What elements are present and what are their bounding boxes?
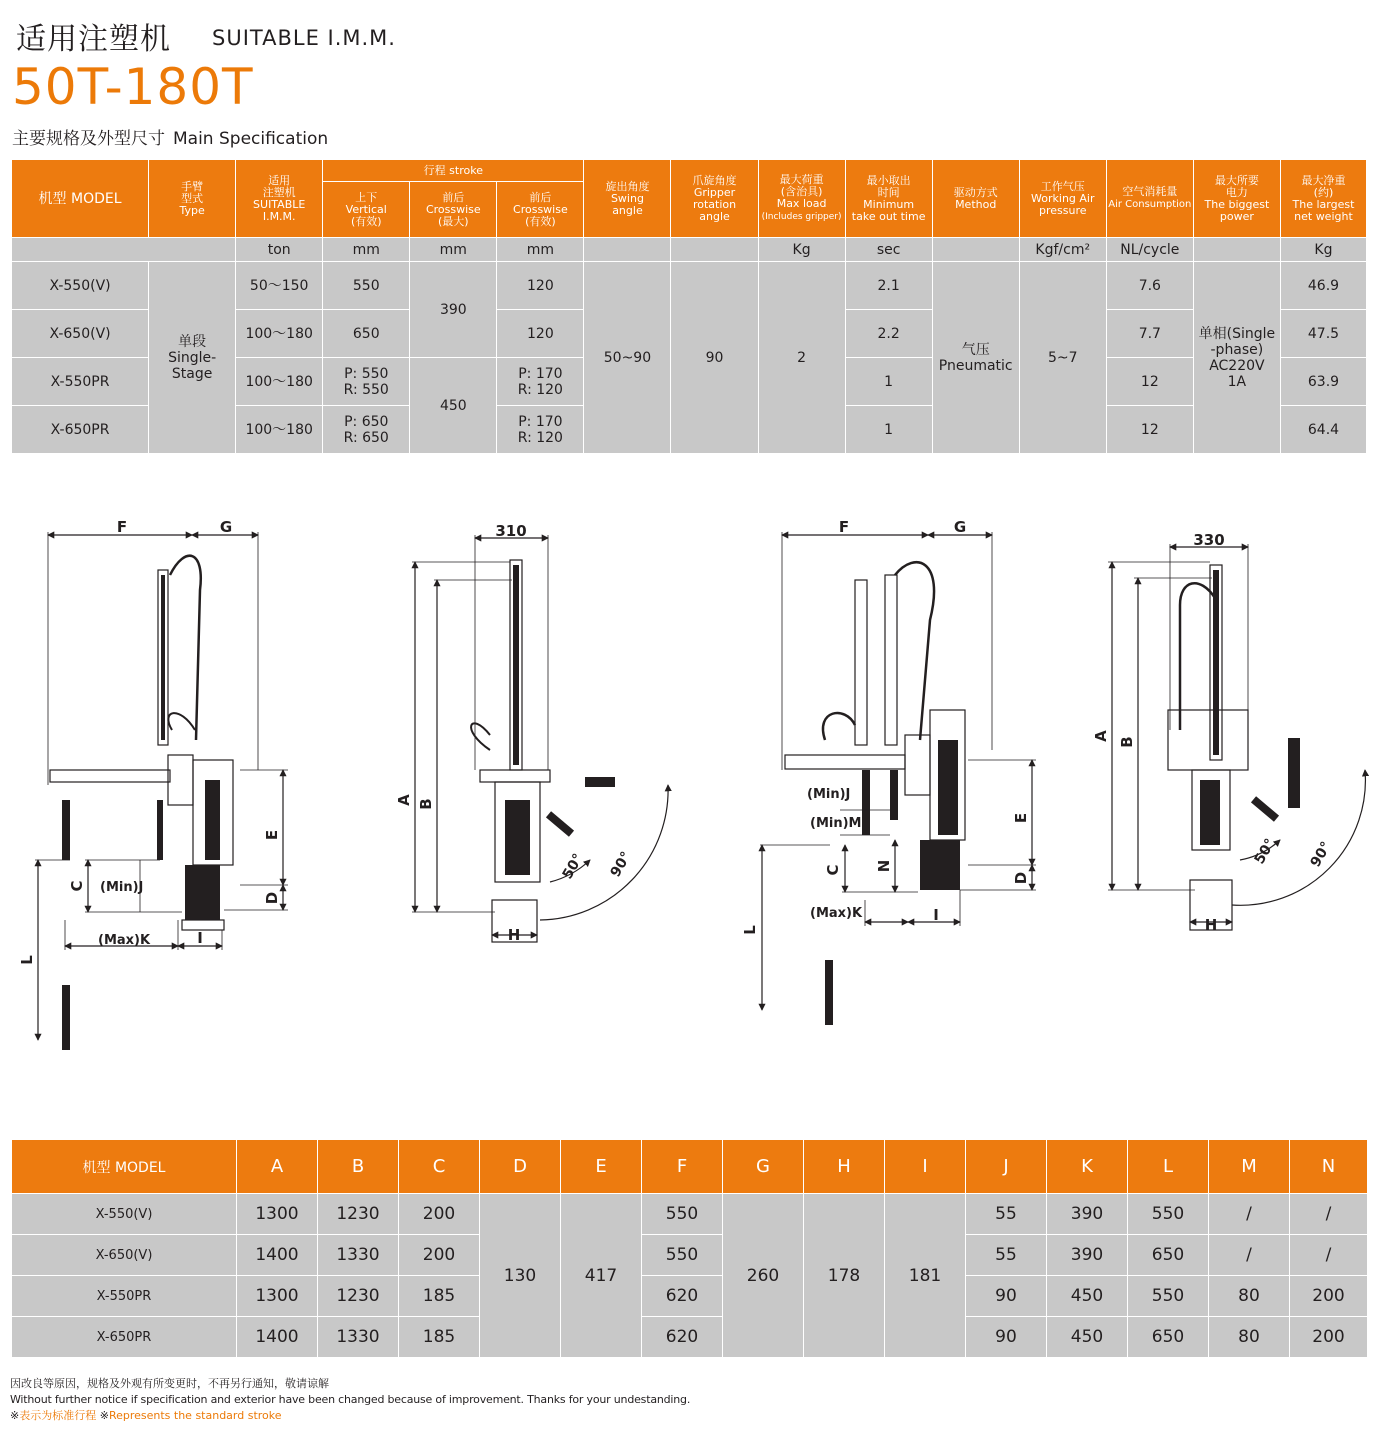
dims-header-g: G: [723, 1140, 804, 1194]
dims-header-n: N: [1290, 1140, 1368, 1194]
footnote-en: Without further notice if specification and exterior have been changed because of improvement. Thanks for your undestanding.: [10, 1393, 691, 1406]
spec-max-load: 2: [758, 262, 845, 454]
dims-b: 1330: [318, 1317, 399, 1358]
label-min-j: (Min)J: [100, 880, 144, 895]
label-g: G: [219, 518, 233, 536]
table-row: [12, 1276, 1368, 1317]
section-title: [12, 124, 328, 149]
spec-air-consumption: 7.7: [1106, 310, 1193, 358]
spec-air-consumption: 12: [1106, 358, 1193, 406]
dims-b: 1230: [318, 1194, 399, 1235]
dims-model: X-550(V): [12, 1194, 237, 1235]
spec-header-vertical: 上下 Vertical (有效): [323, 182, 410, 238]
footnote-cn: 因改良等原因，规格及外观有所变更时，不再另行通知，敬请谅解: [10, 1377, 329, 1390]
spec-air-pressure: 5~7: [1019, 262, 1106, 454]
spec-model: X-650(V): [12, 310, 149, 358]
spec-imm: 50～150: [236, 262, 323, 310]
unit-cross-max: mm: [410, 238, 497, 262]
dims-a: 1300: [237, 1276, 318, 1317]
dims-l: 650: [1128, 1235, 1209, 1276]
dims-header-c: C: [399, 1140, 480, 1194]
section-title-cn: 主要规格及外型尺寸: [12, 129, 165, 149]
label-l: L: [18, 955, 36, 965]
dims-model: X-550PR: [12, 1276, 237, 1317]
dims-a: 1300: [237, 1194, 318, 1235]
label-a: A: [395, 794, 413, 806]
spec-header-air-consumption: 空气消耗量 Air Consumption: [1106, 160, 1193, 238]
dims-l: 650: [1128, 1317, 1209, 1358]
dims-c: 200: [399, 1194, 480, 1235]
label-b: B: [417, 798, 435, 810]
label-i: I: [197, 929, 203, 947]
dims-h: 178: [804, 1194, 885, 1358]
dims-c: 185: [399, 1317, 480, 1358]
label-c: C: [824, 864, 842, 876]
spec-imm: 100～180: [236, 358, 323, 406]
spec-model: X-650PR: [12, 406, 149, 454]
dims-header-h: H: [804, 1140, 885, 1194]
dims-header-b: B: [318, 1140, 399, 1194]
spec-header-stroke: 行程 stroke: [323, 160, 584, 182]
section-title-en: Main Specification: [173, 129, 329, 149]
table-row: [12, 1194, 1368, 1235]
dims-k: 450: [1047, 1276, 1128, 1317]
label-max-k: (Max)K: [810, 906, 863, 921]
unit-min-time: sec: [845, 238, 932, 262]
spec-header-max-load: 最大荷重 (含治具) Max load (Includes gripper): [758, 160, 845, 238]
dims-model: X-650PR: [12, 1317, 237, 1358]
spec-swing: 50~90: [584, 262, 671, 454]
unit-power: [1193, 238, 1280, 262]
dims-n: /: [1290, 1194, 1368, 1235]
drawing-side-standard: [395, 522, 668, 944]
label-angle-50: 50°: [1251, 836, 1279, 867]
spec-table: [11, 159, 1367, 454]
dims-f: 550: [642, 1235, 723, 1276]
tonnage-range: 50T-180T: [12, 58, 254, 116]
dims-l: 550: [1128, 1194, 1209, 1235]
drawing-side-pr: [1092, 531, 1365, 934]
table-row: [12, 262, 1367, 310]
label-c: C: [68, 880, 86, 892]
dims-k: 390: [1047, 1194, 1128, 1235]
label-angle-50: 50°: [559, 851, 587, 882]
dims-header-l: L: [1128, 1140, 1209, 1194]
dims-model: X-650(V): [12, 1235, 237, 1276]
dims-m: 80: [1209, 1317, 1290, 1358]
label-max-k: (Max)K: [98, 933, 151, 948]
spec-cross-eff: 120: [497, 262, 584, 310]
label-h: H: [1204, 916, 1218, 934]
label-n: N: [875, 859, 893, 873]
dims-b: 1330: [318, 1235, 399, 1276]
footnotes: [10, 1376, 690, 1424]
spec-weight: 46.9: [1280, 262, 1366, 310]
dims-c: 200: [399, 1235, 480, 1276]
spec-weight: 63.9: [1280, 358, 1366, 406]
dims-header-f: F: [642, 1140, 723, 1194]
dims-k: 450: [1047, 1317, 1128, 1358]
label-e: E: [1012, 812, 1030, 824]
spec-vertical: 650: [323, 310, 410, 358]
label-angle-90: 90°: [607, 849, 635, 880]
spec-min-time: 1: [845, 358, 932, 406]
dims-e: 417: [561, 1194, 642, 1358]
spec-header-cross-max: 前后 Crosswise (最大): [410, 182, 497, 238]
label-w330: 330: [1193, 531, 1225, 549]
dims-header-i: I: [885, 1140, 966, 1194]
spec-header-swing: 旋出角度 Swing angle: [584, 160, 671, 238]
dims-header-k: K: [1047, 1140, 1128, 1194]
dims-j: 90: [966, 1276, 1047, 1317]
spec-model: X-550(V): [12, 262, 149, 310]
spec-air-consumption: 7.6: [1106, 262, 1193, 310]
label-angle-90: 90°: [1307, 839, 1335, 870]
unit-blank: [12, 238, 236, 262]
dims-header-e: E: [561, 1140, 642, 1194]
label-d: D: [1012, 871, 1030, 885]
unit-gripper: [671, 238, 758, 262]
spec-header-air-pressure: 工作气压 Working Air pressure: [1019, 160, 1106, 238]
dims-g: 260: [723, 1194, 804, 1358]
dims-a: 1400: [237, 1317, 318, 1358]
dims-j: 55: [966, 1194, 1047, 1235]
spec-gripper: 90: [671, 262, 758, 454]
dims-f: 620: [642, 1276, 723, 1317]
dims-header-j: J: [966, 1140, 1047, 1194]
dims-header-model: 机型 MODEL: [12, 1140, 237, 1194]
unit-swing: [584, 238, 671, 262]
spec-weight: 64.4: [1280, 406, 1366, 454]
label-w310: 310: [495, 522, 527, 540]
dimension-drawings: [0, 480, 1388, 1060]
spec-arm-type: 单段 Single- Stage: [149, 262, 236, 454]
label-min-j: (Min)J: [807, 787, 851, 802]
spec-min-time: 1: [845, 406, 932, 454]
spec-header-imm: 适用 注塑机 SUITABLE I.M.M.: [236, 160, 323, 238]
label-h: H: [507, 926, 521, 944]
dims-m: 80: [1209, 1276, 1290, 1317]
unit-imm: ton: [236, 238, 323, 262]
unit-air-pressure: Kgf/cm²: [1019, 238, 1106, 262]
label-b: B: [1118, 736, 1136, 748]
dims-header-m: M: [1209, 1140, 1290, 1194]
label-e: E: [263, 829, 281, 841]
unit-air-consumption: NL/cycle: [1106, 238, 1193, 262]
spec-header-model: 机型 MODEL: [12, 160, 149, 238]
spec-header-power: 最大所要 电力 The biggest power: [1193, 160, 1280, 238]
spec-header-cross-eff: 前后 Crosswise (有效): [497, 182, 584, 238]
spec-power: 单相(Single -phase) AC220V 1A: [1193, 262, 1280, 454]
label-min-m: (Min)M: [810, 816, 862, 831]
spec-imm: 100～180: [236, 406, 323, 454]
label-g: G: [953, 518, 967, 536]
spec-cross-eff: P: 170 R: 120: [497, 358, 584, 406]
label-a: A: [1092, 730, 1110, 742]
spec-vertical: 550: [323, 262, 410, 310]
spec-method: 气压 Pneumatic: [932, 262, 1019, 454]
dims-a: 1400: [237, 1235, 318, 1276]
label-f: F: [838, 518, 850, 536]
label-f: F: [116, 518, 128, 536]
spec-min-time: 2.2: [845, 310, 932, 358]
spec-cross-max: 450: [410, 358, 497, 454]
spec-cross-max: 390: [410, 262, 497, 358]
spec-cross-eff: 120: [497, 310, 584, 358]
dims-j: 55: [966, 1235, 1047, 1276]
label-i: I: [933, 906, 939, 924]
dims-l: 550: [1128, 1276, 1209, 1317]
page-title-cn: 适用注塑机: [16, 22, 171, 57]
footnote-standard-stroke: ※表示为标准行程 ※Represents the standard stroke: [10, 1409, 282, 1422]
page-title-en: SUITABLE I.M.M.: [212, 26, 396, 50]
label-d: D: [263, 891, 281, 905]
spec-header-weight: 最大净重 (约) The largest net weight: [1280, 160, 1366, 238]
dims-m: /: [1209, 1235, 1290, 1276]
unit-cross-eff: mm: [497, 238, 584, 262]
dims-f: 550: [642, 1194, 723, 1235]
unit-vertical: mm: [323, 238, 410, 262]
dims-d: 130: [480, 1194, 561, 1358]
spec-cross-eff: P: 170 R: 120: [497, 406, 584, 454]
dims-n: 200: [1290, 1317, 1368, 1358]
dims-j: 90: [966, 1317, 1047, 1358]
table-row: [12, 1317, 1368, 1358]
dims-b: 1230: [318, 1276, 399, 1317]
unit-weight: Kg: [1280, 238, 1366, 262]
dims-header-d: D: [480, 1140, 561, 1194]
unit-method: [932, 238, 1019, 262]
unit-max-load: Kg: [758, 238, 845, 262]
dims-n: 200: [1290, 1276, 1368, 1317]
drawing-front-pr: [741, 518, 1036, 1025]
spec-header-method: 驱动方式 Method: [932, 160, 1019, 238]
dims-f: 620: [642, 1317, 723, 1358]
spec-imm: 100～180: [236, 310, 323, 358]
spec-air-consumption: 12: [1106, 406, 1193, 454]
dims-c: 185: [399, 1276, 480, 1317]
spec-header-gripper: 爪旋角度 Gripper rotation angle: [671, 160, 758, 238]
dims-k: 390: [1047, 1235, 1128, 1276]
spec-header-min-time: 最小取出 时间 Minimum take out time: [845, 160, 932, 238]
dims-m: /: [1209, 1194, 1290, 1235]
dims-header-a: A: [237, 1140, 318, 1194]
spec-header-arm-type: 手臂 型式 Type: [149, 160, 236, 238]
spec-min-time: 2.1: [845, 262, 932, 310]
dims-n: /: [1290, 1235, 1368, 1276]
dims-i: 181: [885, 1194, 966, 1358]
spec-vertical: P: 550 R: 550: [323, 358, 410, 406]
spec-weight: 47.5: [1280, 310, 1366, 358]
drawing-front-standard: [18, 518, 288, 1050]
spec-model: X-550PR: [12, 358, 149, 406]
label-l: L: [741, 925, 759, 935]
dimensions-table: [11, 1139, 1368, 1358]
table-row: [12, 1235, 1368, 1276]
spec-vertical: P: 650 R: 650: [323, 406, 410, 454]
